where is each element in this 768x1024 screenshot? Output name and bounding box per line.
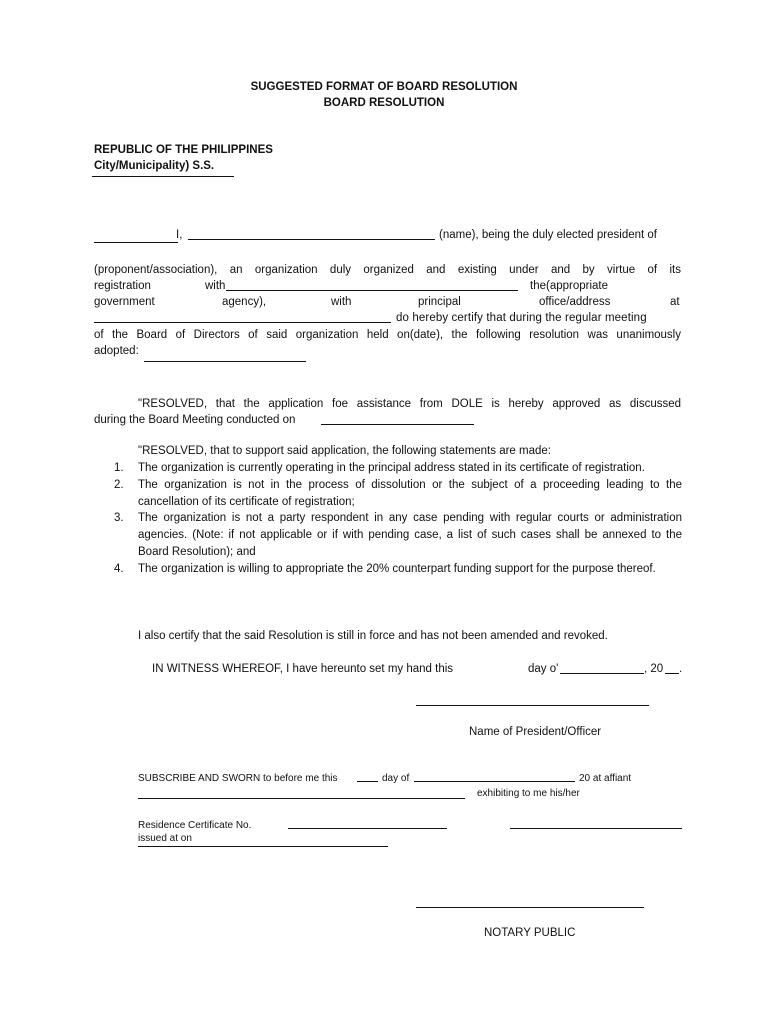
list-item-text: The organization is not in the process of dissolution or the subject of a proceeding leading to the cancellation of its certificate of registration;	[138, 478, 682, 508]
with-word-2: with	[331, 296, 352, 308]
residence-certificate-label: Residence Certificate No.	[138, 820, 252, 831]
indent-underline	[94, 242, 178, 243]
city-label: City/Municipality) S.S.	[94, 160, 215, 172]
issued-at-blank	[138, 846, 388, 847]
at-word: at	[670, 296, 680, 308]
president-signature-line	[416, 705, 649, 706]
list-item-number: 3.	[114, 512, 124, 525]
government-word: government	[94, 296, 155, 308]
appropriate-word: the(appropriate	[530, 280, 608, 292]
affiant-blank	[138, 798, 465, 799]
list-item	[114, 477, 682, 511]
with-word: with	[205, 280, 226, 292]
subscribe-clause: SUBSCRIBE AND SWORN to before me this	[138, 773, 338, 784]
registration-blank	[226, 290, 518, 291]
day-blank	[560, 673, 644, 674]
list-item-text: The organization is currently operating in the principal address stated in its certificate of registration.	[138, 462, 645, 474]
list-item-text: The organization is not a party respondent in any case pending with regular courts or administration agencies. (Note: if not applicable or if with pending case, a list of such cases shall be annexed to the Board Resolution); and	[138, 512, 682, 558]
certify-in-force: I also certify that the said Resolution is still in force and has not been amended and revoked.	[138, 630, 608, 642]
notary-public-label: NOTARY PUBLIC	[484, 927, 576, 939]
organization-clause: (proponent/association), an organization duly organized and existing under and by virtue of its	[94, 264, 681, 276]
document-title: BOARD RESOLUTION	[323, 97, 445, 109]
adopted-word: adopted:	[94, 345, 139, 357]
subscribe-month-blank	[414, 781, 575, 782]
exhibiting-label: exhibiting to me his/her	[477, 788, 580, 799]
issued-at-label: issued at on	[138, 833, 192, 844]
certify-clause: do hereby certify that during the regular meeting	[396, 312, 647, 324]
resolved-approval: "RESOLVED, that the application foe assistance from DOLE is hereby approved as discussed	[138, 398, 681, 410]
agency-word: agency),	[222, 296, 267, 308]
subscribe-affiant: 20 at affiant	[579, 773, 632, 784]
list-item	[114, 460, 682, 477]
list-item	[114, 510, 682, 560]
subscribe-day-of: day of	[382, 773, 410, 784]
year-blank	[665, 673, 679, 674]
statements-list	[114, 460, 682, 578]
principal-word: principal	[418, 296, 461, 308]
adopted-underline	[144, 361, 306, 362]
first-person-label: I,	[176, 229, 183, 241]
witness-clause: IN WITNESS WHEREOF, I have hereunto set my hand this	[152, 663, 454, 675]
subscribe-day-blank	[357, 781, 378, 782]
name-blank	[188, 239, 435, 240]
list-item-text: The organization is willing to appropriate the 20% counterpart funding support for the purpose thereof.	[138, 562, 656, 575]
list-item-number: 4.	[114, 562, 124, 575]
president-clause: (name), being the duly elected president of	[439, 229, 657, 241]
republic-label: REPUBLIC OF THE PHILIPPINES	[94, 144, 273, 156]
office-address-word: office/address	[539, 296, 611, 308]
board-meeting-clause: of the Board of Directors of said organization held on(date), the following resolution was unanimously	[94, 329, 681, 341]
resolved-support: "RESOLVED, that to support said application, the following statements are made:	[138, 445, 551, 457]
list-item	[114, 561, 682, 578]
president-name-label: Name of President/Officer	[469, 726, 602, 738]
year-suffix: .	[679, 663, 683, 675]
residence-date-blank	[510, 828, 682, 829]
registration-word: registration	[94, 280, 151, 292]
year-prefix: , 20	[644, 663, 664, 675]
meeting-date-blank	[321, 424, 474, 425]
city-underline	[92, 176, 234, 177]
address-blank	[94, 322, 391, 323]
list-item-number: 2.	[114, 478, 124, 491]
board-meeting-date-label: during the Board Meeting conducted on	[94, 414, 296, 426]
list-item-number: 1.	[114, 462, 124, 474]
residence-certificate-blank	[288, 828, 447, 829]
notary-signature-line	[416, 907, 644, 908]
document-heading: SUGGESTED FORMAT OF BOARD RESOLUTION	[250, 81, 518, 93]
day-of-label: day o'	[528, 663, 559, 675]
